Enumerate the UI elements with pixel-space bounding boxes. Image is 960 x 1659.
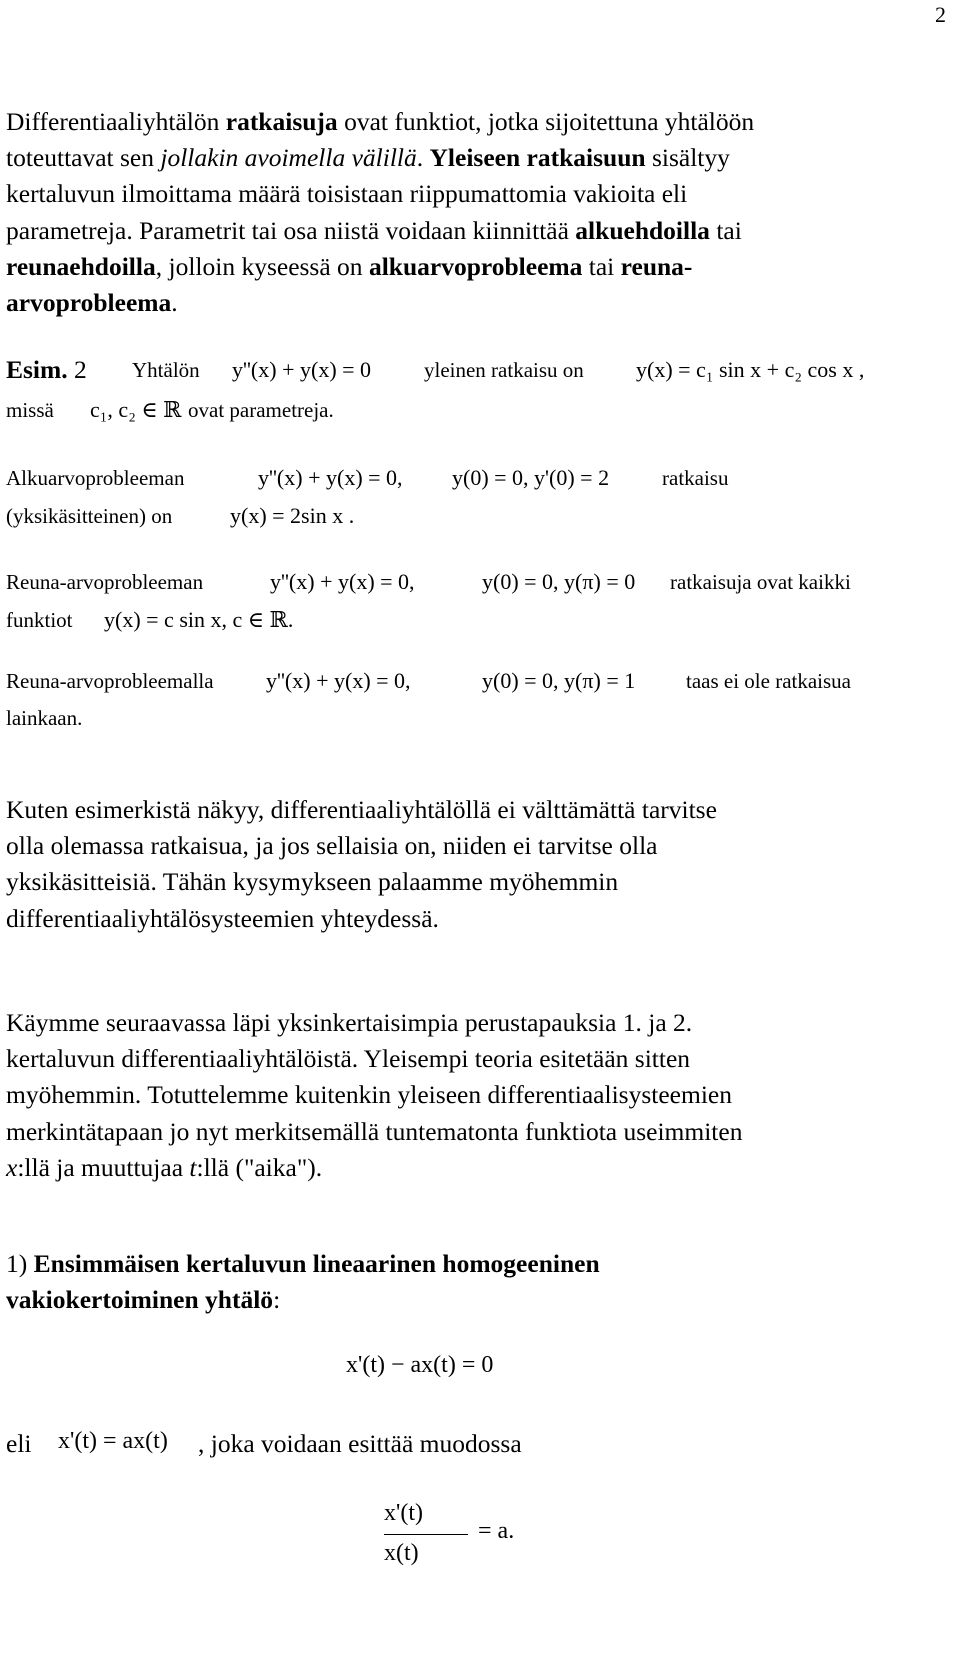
para3-line: Käymme seuraavassa läpi yksinkertaisimpia perustapauksia 1. ja 2. bbox=[6, 1008, 693, 1037]
emphasis: jollakin avoimella välillä bbox=[160, 143, 417, 173]
general-solution: y(x) = c₁ sin x + c₂ cos x , bbox=[636, 357, 865, 382]
para2-line: yksikäsitteisiä. Tähän kysymykseen palaamme myöhemmin bbox=[6, 867, 619, 897]
homogeneous-equation: x'(t) − ax(t) = 0 bbox=[346, 1352, 494, 1378]
text-eli: eli bbox=[6, 1429, 32, 1458]
term-alkuarvoprobleema: alkuarvoprobleema bbox=[368, 251, 583, 281]
text: tai bbox=[582, 251, 621, 281]
example-text: missä bbox=[6, 398, 54, 422]
fraction-rhs: = a. bbox=[478, 1518, 515, 1544]
example-text: (yksikäsitteinen) on bbox=[6, 504, 173, 528]
term-reunaehdoilla: reunaehdoilla bbox=[6, 251, 156, 281]
text: . bbox=[171, 288, 178, 318]
section-title: Ensimmäisen kertaluvun lineaarinen homogeeninen bbox=[33, 1249, 600, 1278]
section-title-line-1 bbox=[6, 1246, 946, 1282]
fraction-numerator: x'(t) bbox=[384, 1500, 423, 1526]
intro-line-6 bbox=[6, 285, 946, 321]
para3-line: merkintätapaan jo nyt merkitsemällä tuntematonta funktiota useimmiten bbox=[6, 1116, 743, 1146]
paragraph-3 bbox=[6, 1005, 946, 1186]
text: . bbox=[416, 143, 430, 173]
example-text: Reuna-arvoprobleemalla bbox=[6, 669, 214, 693]
example-text: funktiot bbox=[6, 608, 73, 632]
intro-line-3: kertaluvun ilmoittama määrä toisistaan riippumattomia vakioita eli bbox=[6, 179, 688, 209]
bvp2-conditions: y(0) = 0, y(π) = 1 bbox=[482, 668, 636, 693]
para2-line: differentiaaliyhtälösysteemien yhteydessä. bbox=[6, 903, 439, 933]
text: parametreja. Parametrit tai osa niistä voidaan kiinnittää bbox=[6, 215, 576, 245]
example-text: yleinen ratkaisu on bbox=[424, 358, 584, 382]
intro-line-4 bbox=[6, 213, 946, 249]
equation-rearranged: x'(t) = ax(t) bbox=[58, 1428, 168, 1454]
page-number: 2 bbox=[935, 2, 946, 27]
section-1-heading bbox=[6, 1246, 946, 1318]
text: :llä ja muuttujaa bbox=[17, 1152, 190, 1182]
fraction-denominator: x(t) bbox=[384, 1540, 419, 1566]
text: Differentiaaliyhtälön bbox=[6, 107, 226, 136]
example-text: ratkaisu bbox=[662, 466, 729, 490]
intro-line-2 bbox=[6, 140, 946, 176]
term-ratkaisuja: ratkaisuja bbox=[225, 107, 338, 136]
text: sisältyy bbox=[645, 143, 730, 173]
example-text: Reuna-arvoprobleeman bbox=[6, 570, 204, 594]
para2-line: olla olemassa ratkaisua, ja jos sellaisia on, niiden ei tarvitse olla bbox=[6, 831, 658, 861]
text: ovat funktiot, jotka sijoitettuna yhtälöön bbox=[337, 107, 755, 136]
variable: t bbox=[189, 1152, 197, 1182]
bvp-equation: y''(x) + y(x) = 0, bbox=[270, 569, 415, 594]
example-text: ovat parametreja. bbox=[188, 398, 334, 422]
intro-line-1 bbox=[6, 104, 946, 140]
example-text: Alkuarvoprobleeman bbox=[6, 466, 185, 490]
para3-line: kertaluvun differentiaaliyhtälöistä. Yleisempi teoria esitetään sitten bbox=[6, 1044, 691, 1074]
section-title-line-2 bbox=[6, 1282, 946, 1318]
ivp-equation: y''(x) + y(x) = 0, bbox=[258, 465, 403, 490]
text: , joka voidaan esittää muodossa bbox=[198, 1429, 522, 1458]
term-reunaarvoprobleema: arvoprobleema bbox=[6, 288, 172, 318]
text: , jolloin kyseessä on bbox=[155, 251, 369, 281]
example-text: lainkaan. bbox=[6, 706, 83, 730]
text: tai bbox=[709, 215, 742, 245]
ivp-conditions: y(0) = 0, y'(0) = 2 bbox=[452, 465, 610, 490]
para3-line bbox=[6, 1150, 946, 1186]
equation-ode: y''(x) + y(x) = 0 bbox=[232, 357, 372, 382]
para2-line: Kuten esimerkistä näkyy, differentiaaliyhtälöllä ei välttämättä tarvitse bbox=[6, 795, 717, 824]
example-label: Esim. bbox=[6, 355, 68, 384]
text: toteuttavat sen bbox=[6, 143, 161, 173]
term-alkuehdoilla: alkuehdoilla bbox=[575, 215, 710, 245]
fraction-bar bbox=[384, 1534, 468, 1535]
example-heading bbox=[6, 352, 87, 388]
intro-paragraph bbox=[6, 104, 946, 321]
section-title: vakiokertoiminen yhtälö bbox=[6, 1285, 274, 1315]
paragraph-2 bbox=[6, 792, 946, 937]
bvp-solution: y(x) = c sin x, c ∈ ℝ. bbox=[104, 607, 294, 632]
ivp-solution: y(x) = 2sin x . bbox=[230, 503, 355, 528]
example-text: ratkaisuja ovat kaikki bbox=[670, 570, 851, 594]
example-text: taas ei ole ratkaisua bbox=[686, 669, 852, 693]
section-number: 1) bbox=[6, 1249, 34, 1278]
text: : bbox=[273, 1285, 281, 1315]
example-number: 2 bbox=[74, 355, 87, 384]
text: :llä ("aika"). bbox=[196, 1152, 323, 1182]
intro-line-5 bbox=[6, 249, 946, 285]
variable: x bbox=[6, 1152, 18, 1182]
para3-line: myöhemmin. Totuttelemme kuitenkin yleiseen differentiaalisysteemien bbox=[6, 1080, 732, 1110]
example-text: Yhtälön bbox=[132, 358, 200, 382]
bvp-conditions: y(0) = 0, y(π) = 0 bbox=[482, 569, 636, 594]
bvp2-equation: y''(x) + y(x) = 0, bbox=[266, 668, 411, 693]
parameters: c₁, c₂ ∈ ℝ bbox=[90, 397, 182, 422]
term-yleinen-ratkaisu: Yleiseen ratkaisuun bbox=[429, 143, 646, 173]
term-reuna: reuna- bbox=[620, 251, 693, 281]
